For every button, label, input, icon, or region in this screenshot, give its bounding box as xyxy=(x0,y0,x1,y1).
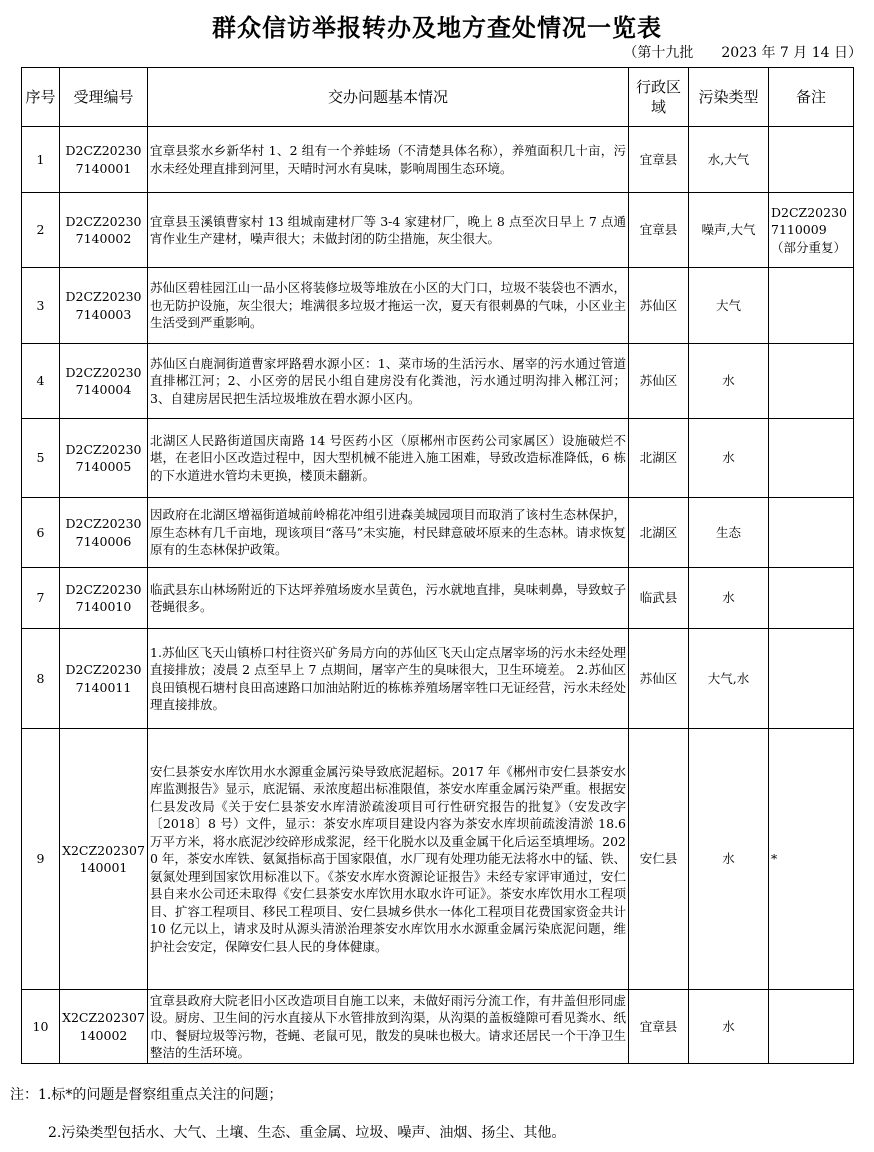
row-pollution-type: 生态 xyxy=(689,498,769,568)
table-row xyxy=(22,629,854,729)
table-row xyxy=(22,344,854,419)
row-pollution-type: 噪声,大气 xyxy=(689,193,769,268)
row-region: 宜章县 xyxy=(629,990,689,1064)
row-region: 宜章县 xyxy=(629,193,689,268)
row-code: D2CZ202307140003 xyxy=(60,268,148,344)
footnotes xyxy=(10,1076,565,1152)
row-code: D2CZ202307140002 xyxy=(60,193,148,268)
row-pollution-type: 大气 xyxy=(689,268,769,344)
footnote-1: 注：1.标*的问题是督察组重点关注的问题； xyxy=(10,1087,283,1103)
row-region: 安仁县 xyxy=(629,729,689,990)
row-seq: 10 xyxy=(22,990,60,1064)
batch-date: （第十九批 2023 年 7 月 14 日） xyxy=(623,45,862,61)
row-region: 苏仙区 xyxy=(629,344,689,419)
row-note xyxy=(769,498,854,568)
row-seq: 6 xyxy=(22,498,60,568)
row-region: 临武县 xyxy=(629,568,689,629)
header-code: 受理编号 xyxy=(60,68,148,127)
row-description: 北湖区人民路街道国庆南路 14 号医药小区（原郴州市医药公司家属区）设施破烂不堪，在老旧小区改造过程中，因大型机械不能进入施工困难，导致改造标准降低，6 栋的下水道进水管均未更换，楼顶未翻新。 xyxy=(148,419,629,498)
row-seq: 5 xyxy=(22,419,60,498)
row-description: 安仁县茶安水库饮用水水源重金属污染导致底泥超标。2017 年《郴州市安仁县茶安水库监测报告》显示，底泥镉、汞浓度超出标准限值，茶安水库重金属污染严重。根据安仁县发改局《关于安仁县茶安水库清淤疏浚项目可行性研究报告的批复》（安发改字〔2018〕8 号）文件，显示：茶安水库项目建设内容为茶安水库坝前疏浚清淤 18.6 万平方米，将水底泥沙绞碎形成浆泥，经干化脱水以及重金属干化后运至填埋场。2020 年，茶安水库铁、氨氮指标高于国家限值，水厂现有处理功能无法将水中的锰、铁、氨氮处理到国家饮用标准以下。《茶安水库水资源论证报告》未经专家评审通过，安仁县自来水公司还未取得《安仁县茶安水库饮用水取水许可证》。茶安水库饮用水工程项目、扩容工程项目、移民工程项目、安仁县城乡供水一体化工程项目花费国家资金共计 10 亿元以上，请求及时从源头清淤治理茶安水库饮用水水源重金属污染底泥问题，维护社会安定，保障安仁县人民的身体健康。 xyxy=(148,729,629,990)
row-description: 苏仙区白鹿洞街道曹家坪路碧水源小区：1、菜市场的生活污水、屠宰的污水通过管道直排郴江河；2、小区旁的居民小组自建房没有化粪池，污水通过明沟排入郴江河；3、自建房居民把生活垃圾堆放在碧水源小区内。 xyxy=(148,344,629,419)
table-row xyxy=(22,990,854,1064)
row-pollution-type: 水,大气 xyxy=(689,127,769,193)
row-seq: 8 xyxy=(22,629,60,729)
row-pollution-type: 水 xyxy=(689,568,769,629)
row-seq: 3 xyxy=(22,268,60,344)
row-seq: 1 xyxy=(22,127,60,193)
row-note xyxy=(769,344,854,419)
table-row xyxy=(22,729,854,990)
row-note xyxy=(769,419,854,498)
row-pollution-type: 大气,水 xyxy=(689,629,769,729)
row-note xyxy=(769,990,854,1064)
row-pollution-type: 水 xyxy=(689,990,769,1064)
table-row xyxy=(22,568,854,629)
row-description: 因政府在北湖区增福街道城前岭棉花冲组引进森美城园项目而取消了该村生态林保护，原生态林有几千亩地，现该项目“落马”未实施，村民肆意破坏原来的生态林。请求恢复原有的生态林保护政策。 xyxy=(148,498,629,568)
row-seq: 9 xyxy=(22,729,60,990)
row-code: D2CZ202307140006 xyxy=(60,498,148,568)
header-description: 交办问题基本情况 xyxy=(148,68,629,127)
row-code: D2CZ202307140005 xyxy=(60,419,148,498)
row-description: 临武县东山林场附近的下达坪养殖场废水呈黄色，污水就地直排，臭味刺鼻，导致蚊子苍蝇很多。 xyxy=(148,568,629,629)
row-pollution-type: 水 xyxy=(689,344,769,419)
header-region: 行政区域 xyxy=(629,68,689,127)
row-region: 宜章县 xyxy=(629,127,689,193)
row-region: 北湖区 xyxy=(629,498,689,568)
table-row xyxy=(22,498,854,568)
table-header-row xyxy=(22,68,854,127)
row-pollution-type: 水 xyxy=(689,729,769,990)
row-pollution-type: 水 xyxy=(689,419,769,498)
table-row xyxy=(22,193,854,268)
row-code: D2CZ202307140004 xyxy=(60,344,148,419)
footnote-2: 2.污染类型包括水、大气、土壤、生态、重金属、垃圾、噪声、油烟、扬尘、其他。 xyxy=(48,1125,566,1141)
row-description: 1.苏仙区飞天山镇桥口村往资兴矿务局方向的苏仙区飞天山定点屠宰场的污水未经处理直接排放；凌晨 2 点至早上 7 点期间，屠宰产生的臭味很大，卫生环境差。 2.苏仙区良田镇枧石塘村良田高速路口加油站附近的栋栋养殖场屠宰牲口无证经营，污水未经处理直接排放。 xyxy=(148,629,629,729)
row-code: D2CZ202307140010 xyxy=(60,568,148,629)
row-region: 苏仙区 xyxy=(629,268,689,344)
table-row xyxy=(22,268,854,344)
header-pollution-type: 污染类型 xyxy=(689,68,769,127)
row-note: D2CZ202307110009（部分重复） xyxy=(769,193,854,268)
table-row xyxy=(22,419,854,498)
row-note: * xyxy=(769,729,854,990)
row-note xyxy=(769,268,854,344)
row-code: D2CZ202307140001 xyxy=(60,127,148,193)
row-seq: 2 xyxy=(22,193,60,268)
row-region: 苏仙区 xyxy=(629,629,689,729)
header-seq: 序号 xyxy=(22,68,60,127)
row-note xyxy=(769,127,854,193)
header-note: 备注 xyxy=(769,68,854,127)
row-note xyxy=(769,568,854,629)
row-code: X2CZ202307140002 xyxy=(60,990,148,1064)
row-description: 宜章县玉溪镇曹家村 13 组城南建材厂等 3-4 家建材厂，晚上 8 点至次日早上 7 点通宵作业生产建材，噪声很大；未做封闭的防尘措施，灰尘很大。 xyxy=(148,193,629,268)
row-seq: 4 xyxy=(22,344,60,419)
complaints-table xyxy=(21,67,854,1064)
page-title: 群众信访举报转办及地方查处情况一览表 xyxy=(212,14,662,42)
row-code: X2CZ202307140001 xyxy=(60,729,148,990)
row-note xyxy=(769,629,854,729)
row-description: 宜章县浆水乡新华村 1、2 组有一个养蛙场（不清楚具体名称），养殖面积几十亩，污水未经处理直排到河里，天晴时河水有臭味，影响周围生态环境。 xyxy=(148,127,629,193)
table-row xyxy=(22,127,854,193)
row-region: 北湖区 xyxy=(629,419,689,498)
row-description: 苏仙区碧桂园江山一品小区将装修垃圾等堆放在小区的大门口，垃圾不装袋也不洒水，也无防护设施，灰尘很大；堆满很多垃圾才拖运一次，夏天有很刺鼻的气味，小区业主生活受到严重影响。 xyxy=(148,268,629,344)
row-code: D2CZ202307140011 xyxy=(60,629,148,729)
row-seq: 7 xyxy=(22,568,60,629)
row-description: 宜章县政府大院老旧小区改造项目自施工以来，未做好雨污分流工作，有井盖但形同虚设。厨房、卫生间的污水直接从下水管排放到沟渠，从沟渠的盖板缝隙可看见粪水、纸巾、餐厨垃圾等污物，苍蝇、老鼠可见，散发的臭味也极大。请求还居民一个干净卫生整洁的生活环境。 xyxy=(148,990,629,1064)
